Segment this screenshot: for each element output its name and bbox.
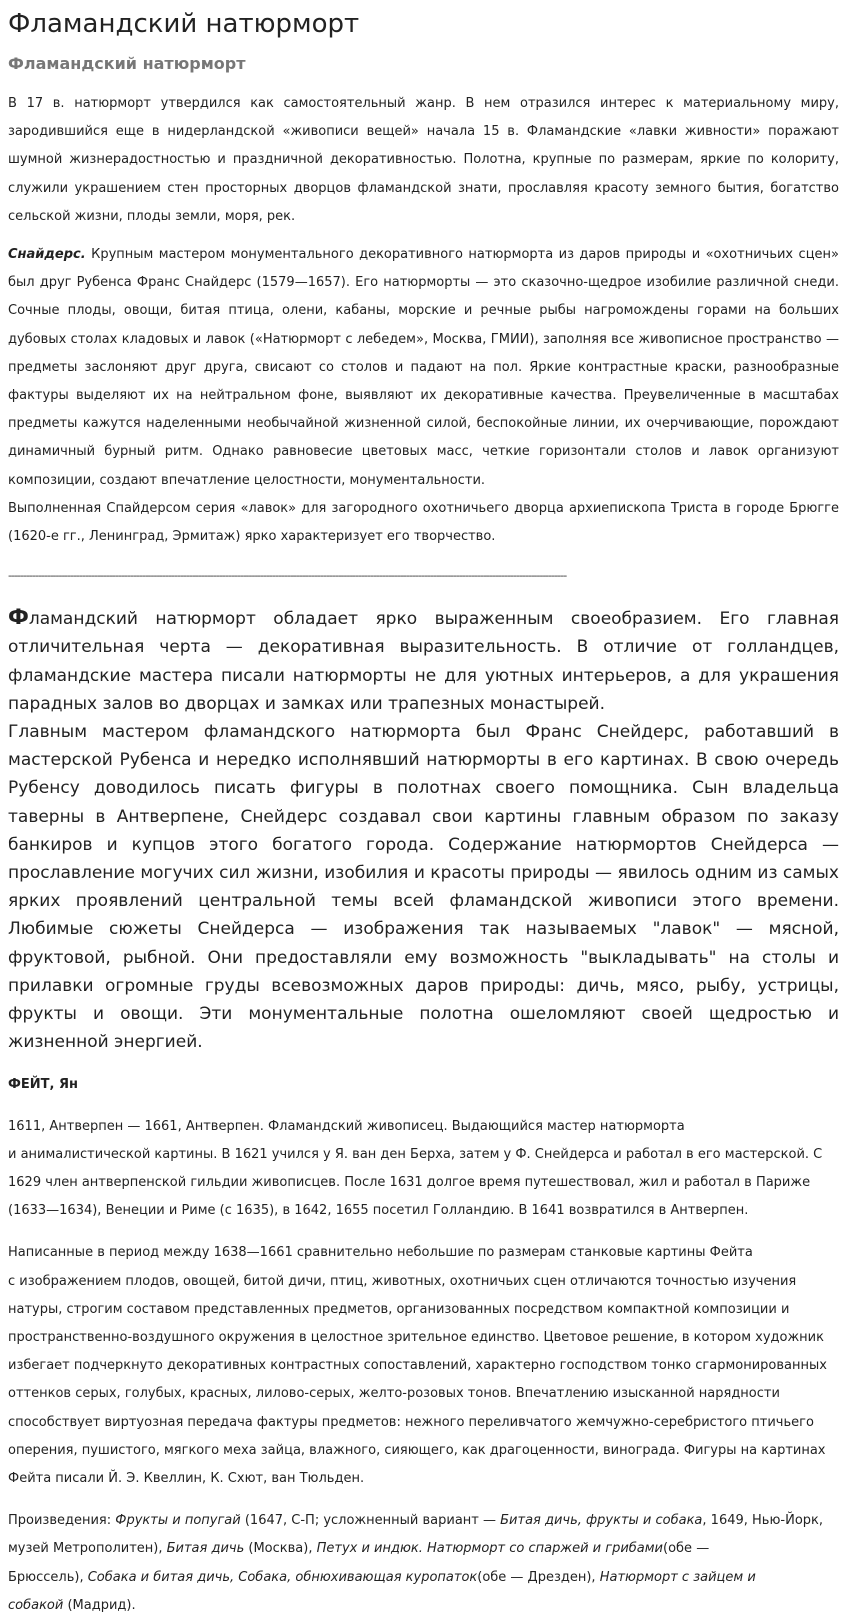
works-note: музей Метрополитен), [8,1541,167,1557]
work-title: Фрукты и попугай [115,1513,241,1529]
work-title: собакой [8,1597,64,1613]
work-title: Петух и индюк. Натюрморт со спаржей и грибами [316,1541,664,1557]
main-paragraph-1-text: ламандский натюрморт обладает ярко выраженным своеобразием. Его главная отличительная черта — декоративная выразительность. В отличие от голландцев, фламандские мастера писали натюрморты не для уютных интерьеров, а для украшения парадных залов во дворцах и замках или трапезных монастырей. [8,609,839,714]
snyders-series-paragraph: Выполненная Спайдерсом серия «лавок» для загородного охотничьего дворца архиепископа Триста в городе Брюгге (1620-е гг., Ленинград, Эрмитаж) ярко характеризует его творчество. [8,500,839,545]
fejt-bio-line: и анималистической картины. В 1621 учился у Я. ван ден Берха, затем у Ф. Снейдерса и работал в его мастерской. С [8,1146,823,1162]
fejt-style-line: с изображением плодов, овощей, битой дичи, птиц, животных, охотничьих сцен отличаются точностью изучения [8,1273,797,1289]
snyders-text: Крупным мастером монументального декоративного натюрморта из даров природы и «охотничьих сцен» был друг Рубенса Франс Снайдерс (1579—1657). Его натюрморты — это сказочно-щедрое изобилие различной снеди. Сочные плоды, овощи, битая птица, олени, кабаны, морские и речные рыбы нагромождены горами на больших дубовых столах кладовых и лавок («Натюрморт с лебедем», Москва, ГМИИ), заполняя все живописное пространство — предметы заслоняют друг друга, свисают со столов и падают на пол. Яркие контрастные краски, разнообразные фактуры выделяют их на нейтральном фоне, выявляют их декоративные качества. Преувеличенные в масштабах предметы кажутся наделенными необычайной жизненной силой, беспокойные линии, их очерчивающие, порождают динамичный бурный ритм. Однако равновесие цветовых масс, четкие горизонтали столов и лавок организуют композиции, создают впечатление целостности, монументальности. [8,247,839,488]
works-note: Брюссель), [8,1569,88,1585]
fejt-works-line [8,1507,839,1535]
work-title: Собака и битая дичь, Собака, обнюхивающая куропаток [87,1569,478,1585]
fejt-style-line: Написанные в период между 1638—1661 сравнительно небольшие по размерам станковые картины Фейта [8,1245,753,1261]
drop-cap: Ф [8,605,29,630]
main-paragraph-2: Главным мастером фламандского натюрморта был Франс Снейдерс, работавший в мастерской Рубенса и нередко исполнявший натюрморты в его картинах. В свою очередь Рубенсу доводилось писать фигуры в полотнах своего помощника. Сын владельца таверны в Антверпене, Снейдерс создавал свои картины главным образом по заказу банкиров и купцов этого богатого города. Содержание натюрмортов Снейдерса — прославление могучих сил жизни, изобилия и красоты природы — явилось одним из самых ярких проявлений центральной темы всей фламандской живописи этого времени. Любимые сюжеты Снейдерса — изображения так называемых "лавок" — мясной, фруктовой, рыбной. Они предоставляли ему возможность "выкладывать" на столы и прилавки огромные груды всевозможных даров природы: дичь, мясо, рыбу, устрицы, фрукты и овощи. Эти монументальные полотна ошеломляют своей щедростью и жизненной энергией. [8,722,839,1053]
snyders-paragraph [8,241,839,495]
fejt-style-line: избегает подчеркнуто декоративных контрастных сопоставлений, характерно господством тонко сгармонированных [8,1358,827,1374]
works-label: Произведения: [8,1513,116,1529]
work-title: Битая дичь [166,1541,245,1557]
intro-paragraph: В 17 в. натюрморт утвердился как самостоятельный жанр. В нем отразился интерес к материальному миру, зародившийся еще в нидерландской «живописи вещей» начала 15 в. Фламандские «лавки живности» поражают шумной жизнерадостностью и праздничной декоративностью. Полотна, крупные по размерам, яркие по колориту, служили украшением стен просторных дворцов фламандской знати, прославляя красоту земного бытия, богатство сельской жизни, плоды земли, моря, рек. [8,96,839,224]
work-title: Битая дичь, фрукты и собака [500,1513,703,1529]
fejt-style-line: Фейта писали Й. Э. Квеллин, К. Схют, ван Тюльден. [8,1470,365,1486]
fejt-bio-line: 1611, Антверпен — 1661, Антверпен. Фламандский живописец. Выдающийся мастер натюрморта [8,1118,685,1134]
works-note: (обе — Дрезден), [477,1569,600,1585]
fejt-works-line [8,1535,839,1563]
article-subtitle: Фламандский натюрморт [8,54,246,73]
fejt-heading: ФЕЙТ, Ян [8,1076,78,1092]
fejt-bio-line: (1633—1634), Венеции и Риме (с 1635), в 1642, 1655 посетил Голландию. В 1641 возвратился в Антверпен. [8,1203,749,1219]
fejt-style-line: пространственно-воздушного окружения в целостное зрительное единство. Цветовое решение, в котором художник [8,1329,824,1345]
section-divider: -------------------------------------------------------------------------------------------------------------------------------------------------------------------------------------------- [8,569,567,583]
fejt-style-line: натуры, строгим составом представленных предметов, организованных посредством компактной композиции и [8,1301,790,1317]
works-note: (Москва), [244,1541,317,1557]
fejt-style [8,1239,839,1493]
page-title: Фламандский натюрморт [8,9,360,39]
fejt-style-line: оттенков серых, голубых, красных, лилово-серых, желто-розовых тонов. Впечатлению изысканной нарядности [8,1386,780,1402]
fejt-works-line [8,1564,839,1592]
works-note: (Мадрид). [63,1597,136,1613]
main-paragraph-1 [8,603,839,718]
fejt-style-line: оперения, пушистого, мягкого меха зайца, влажного, сияющего, как драгоценности, винограда. Фигуры на картинах [8,1442,826,1458]
works-note: (1647, С-П; усложненный вариант — [240,1513,501,1529]
fejt-bio-line: 1629 член антверпенской гильдии живописцев. После 1631 долгое время путешествовал, жил и работал в Париже [8,1174,811,1190]
work-title: Натюрморт с зайцем и [599,1569,756,1585]
fejt-works [8,1507,839,1620]
fejt-style-line: способствует виртуозная передача фактуры предметов: нежного переливчатого жемчужно-серебристого птичьего [8,1414,814,1430]
works-note: (обе — [663,1541,710,1557]
fejt-bio [8,1113,839,1226]
snyders-lead-in: Снайдерс. [8,247,86,263]
works-note: , 1649, Нью-Йорк, [702,1513,824,1529]
